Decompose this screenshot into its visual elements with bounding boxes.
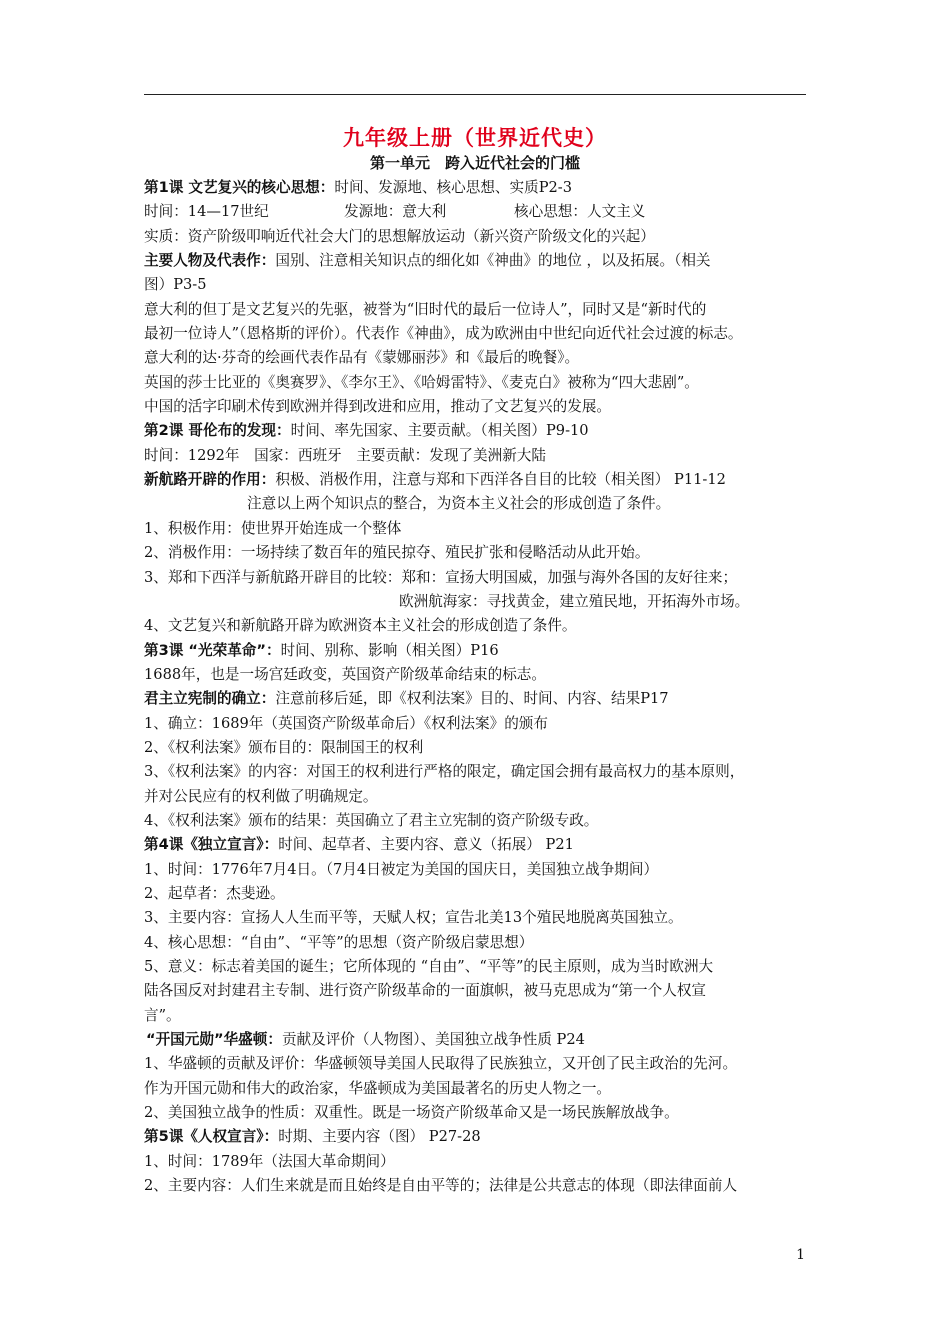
body-text: 最初一位诗人”（恩格斯的评价）。代表作《神曲》，成为欧洲由中世纪向近代社会过渡的标志。 xyxy=(144,325,743,343)
body-text: 3、主要内容：宣扬人人生而平等，天赋人权；宣告北美13个殖民地脱离英国独立。 xyxy=(144,909,683,927)
body-text: 积极、消极作用，注意与郑和下西洋各自目的比较（相关图） P11-12 xyxy=(275,471,726,489)
section-heading: 君主立宪制的确立： xyxy=(144,690,276,708)
text-line xyxy=(144,1125,814,1149)
body-text: 时间、别称、影响（相关图）P16 xyxy=(280,641,499,659)
body-text: 注意前移后延，即《权利法案》目的、时间、内容、结果P17 xyxy=(275,690,669,708)
body-text: 意大利的但丁是文艺复兴的先驱，被誉为“旧时代的最后一位诗人”，同时又是“新时代的 xyxy=(144,300,707,318)
body-text: 注意以上两个知识点的整合，为资本主义社会的形成创造了条件。 xyxy=(247,495,671,513)
document-body xyxy=(144,176,814,1198)
body-text: 时间、率先国家、主要贡献。（相关图）P9-10 xyxy=(290,422,589,440)
body-text: 2、《权利法案》颁布目的：限制国王的权利 xyxy=(144,738,424,756)
text-line xyxy=(144,809,814,833)
text-line xyxy=(144,1004,814,1028)
body-text: 言”。 xyxy=(144,1006,181,1024)
text-line xyxy=(144,760,814,784)
body-text: 中国的活字印刷术传到欧洲并得到改进和应用，推动了文艺复兴的发展。 xyxy=(144,398,612,416)
text-line xyxy=(144,663,814,687)
unit-subtitle: 第一单元 跨入近代社会的门槛 xyxy=(369,154,580,172)
text-line xyxy=(144,882,814,906)
text-line xyxy=(144,906,814,930)
text-line xyxy=(144,176,814,200)
section-heading: 第2课 哥伦布的发现： xyxy=(144,422,291,440)
body-text: 2、消极作用：一场持续了数百年的殖民掠夺、殖民扩张和侵略活动从此开始。 xyxy=(144,544,650,562)
body-text: 时间、起草者、主要内容、意义（拓展） P21 xyxy=(278,836,574,854)
header-rule xyxy=(144,94,806,95)
page-title: 九年级上册（世界近代史） xyxy=(343,126,607,150)
text-line xyxy=(144,371,814,395)
body-text: 4、文艺复兴和新航路开辟为欧洲资本主义社会的形成创造了条件。 xyxy=(144,617,577,635)
text-line xyxy=(144,955,814,979)
text-line xyxy=(144,200,814,224)
section-heading: 主要人物及代表作： xyxy=(144,252,276,270)
field-value: 发源地：意大利 xyxy=(344,203,447,221)
text-line xyxy=(144,346,814,370)
text-line xyxy=(144,1052,814,1076)
text-line xyxy=(144,541,814,565)
body-text: 1、确立：1689年（英国资产阶级革命后）《权利法案》的颁布 xyxy=(144,714,548,732)
text-line xyxy=(144,614,814,638)
body-text: 图）P3-5 xyxy=(144,276,207,294)
section-heading: 第5课《人权宣言》： xyxy=(144,1128,279,1146)
text-line xyxy=(144,931,814,955)
body-text: 2、美国独立战争的性质：双重性。既是一场资产阶级革命又是一场民族解放战争。 xyxy=(144,1104,679,1122)
text-line xyxy=(144,1028,814,1052)
text-line xyxy=(144,1077,814,1101)
body-text: 实质：资产阶级叩响近代社会大门的思想解放运动（新兴资产阶级文化的兴起） xyxy=(144,227,655,245)
section-heading: “开国元勋”华盛顿： xyxy=(146,1031,282,1049)
body-text: 1688年，也是一场宫廷政变，英国资产阶级革命结束的标志。 xyxy=(144,665,546,683)
text-line xyxy=(144,736,814,760)
body-text: 4、核心思想：“自由”、“平等”的思想（资产阶级启蒙思想） xyxy=(144,933,534,951)
body-text: 并对公民应有的权利做了明确规定。 xyxy=(144,787,378,805)
body-text: 贡献及评价（人物图）、美国独立战争性质 P24 xyxy=(281,1031,585,1049)
body-text: 1、华盛顿的贡献及评价：华盛顿领导美国人民取得了民族独立，又开创了民主政治的先河。 xyxy=(144,1055,738,1073)
text-line xyxy=(144,225,814,249)
text-line xyxy=(144,687,814,711)
text-line xyxy=(144,566,814,590)
section-heading: 第4课《独立宣言》： xyxy=(144,836,279,854)
text-line xyxy=(144,322,814,346)
text-line xyxy=(144,712,814,736)
text-line xyxy=(144,1174,814,1198)
text-line xyxy=(144,1101,814,1125)
text-line xyxy=(144,468,814,492)
text-line xyxy=(144,249,814,273)
body-text: 作为开国元勋和伟大的政治家，华盛顿成为美国最著名的历史人物之一。 xyxy=(144,1079,612,1097)
text-line xyxy=(144,833,814,857)
body-text: 陆各国反对封建君主专制、进行资产阶级革命的一面旗帜，被马克思成为“第一个人权宣 xyxy=(144,982,707,1000)
field-value: 时间：14—17世纪 xyxy=(144,203,269,221)
section-heading: 第1课 文艺复兴的核心思想： xyxy=(144,179,335,196)
section-heading: 第3课 “光荣革命”： xyxy=(144,641,281,659)
body-text: 3、郑和下西洋与新航路开辟目的比较：郑和：宣扬大明国威，加强与海外各国的友好往来； xyxy=(144,568,738,586)
body-text: 1、时间：1789年（法国大革命期间） xyxy=(144,1152,395,1170)
body-text: 5、意义：标志着美国的诞生；它所体现的 “自由”、“平等”的民主原则，成为当时欧洲大 xyxy=(144,958,714,975)
body-text: 欧洲航海家：寻找黄金，建立殖民地，开拓海外市场。 xyxy=(399,592,750,610)
text-line xyxy=(144,1150,814,1174)
text-line xyxy=(144,444,814,468)
body-text: 2、起草者：杰斐逊。 xyxy=(144,884,285,902)
section-heading: 新航路开辟的作用： xyxy=(144,471,276,489)
body-text: 4、《权利法案》颁布的结果：英国确立了君主立宪制的资产阶级专政。 xyxy=(144,811,599,829)
field-value: 核心思想：人文主义 xyxy=(514,203,646,221)
text-line xyxy=(144,590,814,614)
text-line xyxy=(144,492,814,516)
body-text: 国别、注意相关知识点的细化如《神曲》的地位 ，以及拓展。（相关 xyxy=(275,252,711,270)
body-text: 英国的莎士比亚的《奥赛罗》、《李尔王》、《哈姆雷特》、《麦克白》被称为“四大悲剧”。 xyxy=(144,373,699,391)
text-line xyxy=(144,395,814,419)
text-line xyxy=(144,858,814,882)
text-line xyxy=(144,639,814,663)
body-text: 时间、发源地、核心思想、实质P2-3 xyxy=(334,179,573,196)
body-text: 时间：1292年 国家：西班牙 主要贡献：发现了美洲新大陆 xyxy=(144,446,546,464)
text-line xyxy=(144,298,814,322)
text-line xyxy=(144,419,814,443)
body-text: 2、主要内容：人们生来就是而且始终是自由平等的；法律是公共意志的体现（即法律面前人 xyxy=(144,1177,738,1195)
text-line xyxy=(144,517,814,541)
page-number: 1 xyxy=(796,1247,805,1263)
body-text: 时期、主要内容（图） P27-28 xyxy=(278,1128,481,1146)
body-text: 意大利的达·芬奇的绘画代表作品有《蒙娜丽莎》和《最后的晚餐》。 xyxy=(144,349,580,367)
text-line xyxy=(144,785,814,809)
text-line xyxy=(144,273,814,297)
body-text: 3、《权利法案》的内容：对国王的权利进行严格的限定，确定国会拥有最高权力的基本原则， xyxy=(144,763,745,781)
body-text: 1、积极作用：使世界开始连成一个整体 xyxy=(144,519,402,537)
body-text: 1、时间：1776年7月4日。（7月4日被定为美国的国庆日，美国独立战争期间） xyxy=(144,860,659,878)
text-line xyxy=(144,979,814,1003)
